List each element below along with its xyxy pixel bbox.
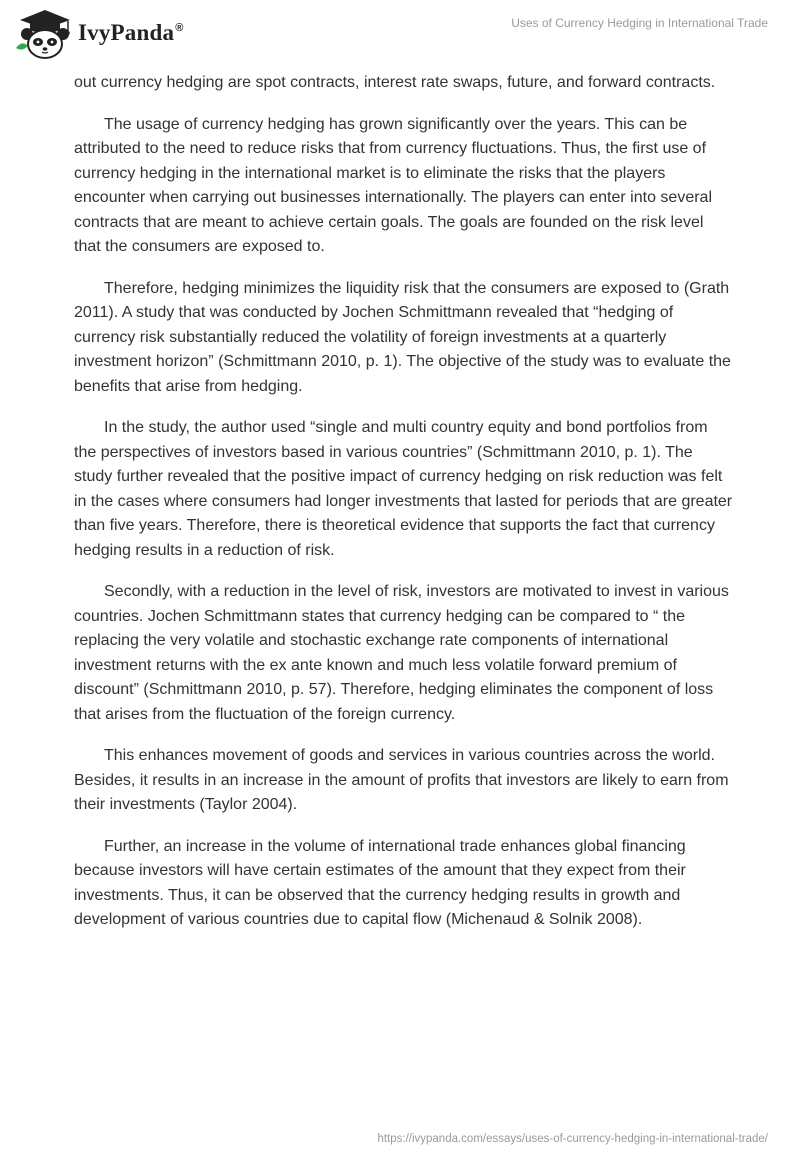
paragraph: This enhances movement of goods and services in various countries across the world. Besides, it results in an increase in the amount of profits that investors are likely to earn from their investments (Taylor 2004). [74,747,729,813]
paragraph: The usage of currency hedging has grown significantly over the years. This can be attributed to the need to reduce risks that from currency fluctuations. Thus, the first use of currency hedging in the international market is to eliminate the risks that the players encounter when carrying out businesses internationally. The players can enter into several contracts that are meant to achieve certain goals. The goals are founded on the risk level that the consumers are exposed to. [74,115,712,255]
paragraph: In the study, the author used “single and multi country equity and bond portfolios from the perspectives of investors based in various countries” (Schmittmann 2010, p. 1). The study further revealed that the positive impact of currency hedging on risk reduction was felt in the cases where consumers had longer investments that lasted for periods that are greater than five years. Therefore, there is theoretical evidence that supports the fact that currency hedging results in a reduction of risk. [74,419,733,559]
paragraph: Secondly, with a reduction in the level of risk, investors are motivated to invest in various countries. Jochen Schmittmann states that currency hedging can be compared to “ the replacing the very volatile and stochastic exchange rate components of international investment returns with the ex ante known and much less volatile forward premium of discount” (Schmittmann 2010, p. 57). Therefore, hedging eliminates the component of loss that arises from the fluctuation of the foreign currency. [74,583,729,723]
panda-graduation-cap-icon [14,8,76,60]
page-header [0,0,800,70]
brand-name-text: IvyPanda [78,20,175,45]
essay-body [74,71,734,950]
paragraph: Therefore, hedging minimizes the liquidity risk that the consumers are exposed to (Grath 2011). A study that was conducted by Jochen Schmittmann revealed that “hedging of currency risk substantially reduced the volatility of foreign investments at a quarterly investment horizon” (Schmittmann 2010, p. 1). The objective of the study was to evaluate the benefits that arise from hedging. [74,279,731,395]
paragraph: out currency hedging are spot contracts, interest rate swaps, future, and forward contracts. [74,74,716,91]
ivypanda-logo[interactable] [14,8,204,60]
registered-mark: ® [175,22,184,35]
brand-name [78,20,184,46]
source-url[interactable]: https://ivypanda.com/essays/uses-of-currency-hedging-in-international-trade/ [377,1133,768,1145]
document-title: Uses of Currency Hedging in International Trade [511,16,768,30]
paragraph: Further, an increase in the volume of international trade enhances global financing because investors will have certain estimates of the amount that they expect from their investments. Thus, it can be observed that the currency hedging results in growth and development of various countries due to capital flow (Michenaud & Solnik 2008). [74,837,686,928]
